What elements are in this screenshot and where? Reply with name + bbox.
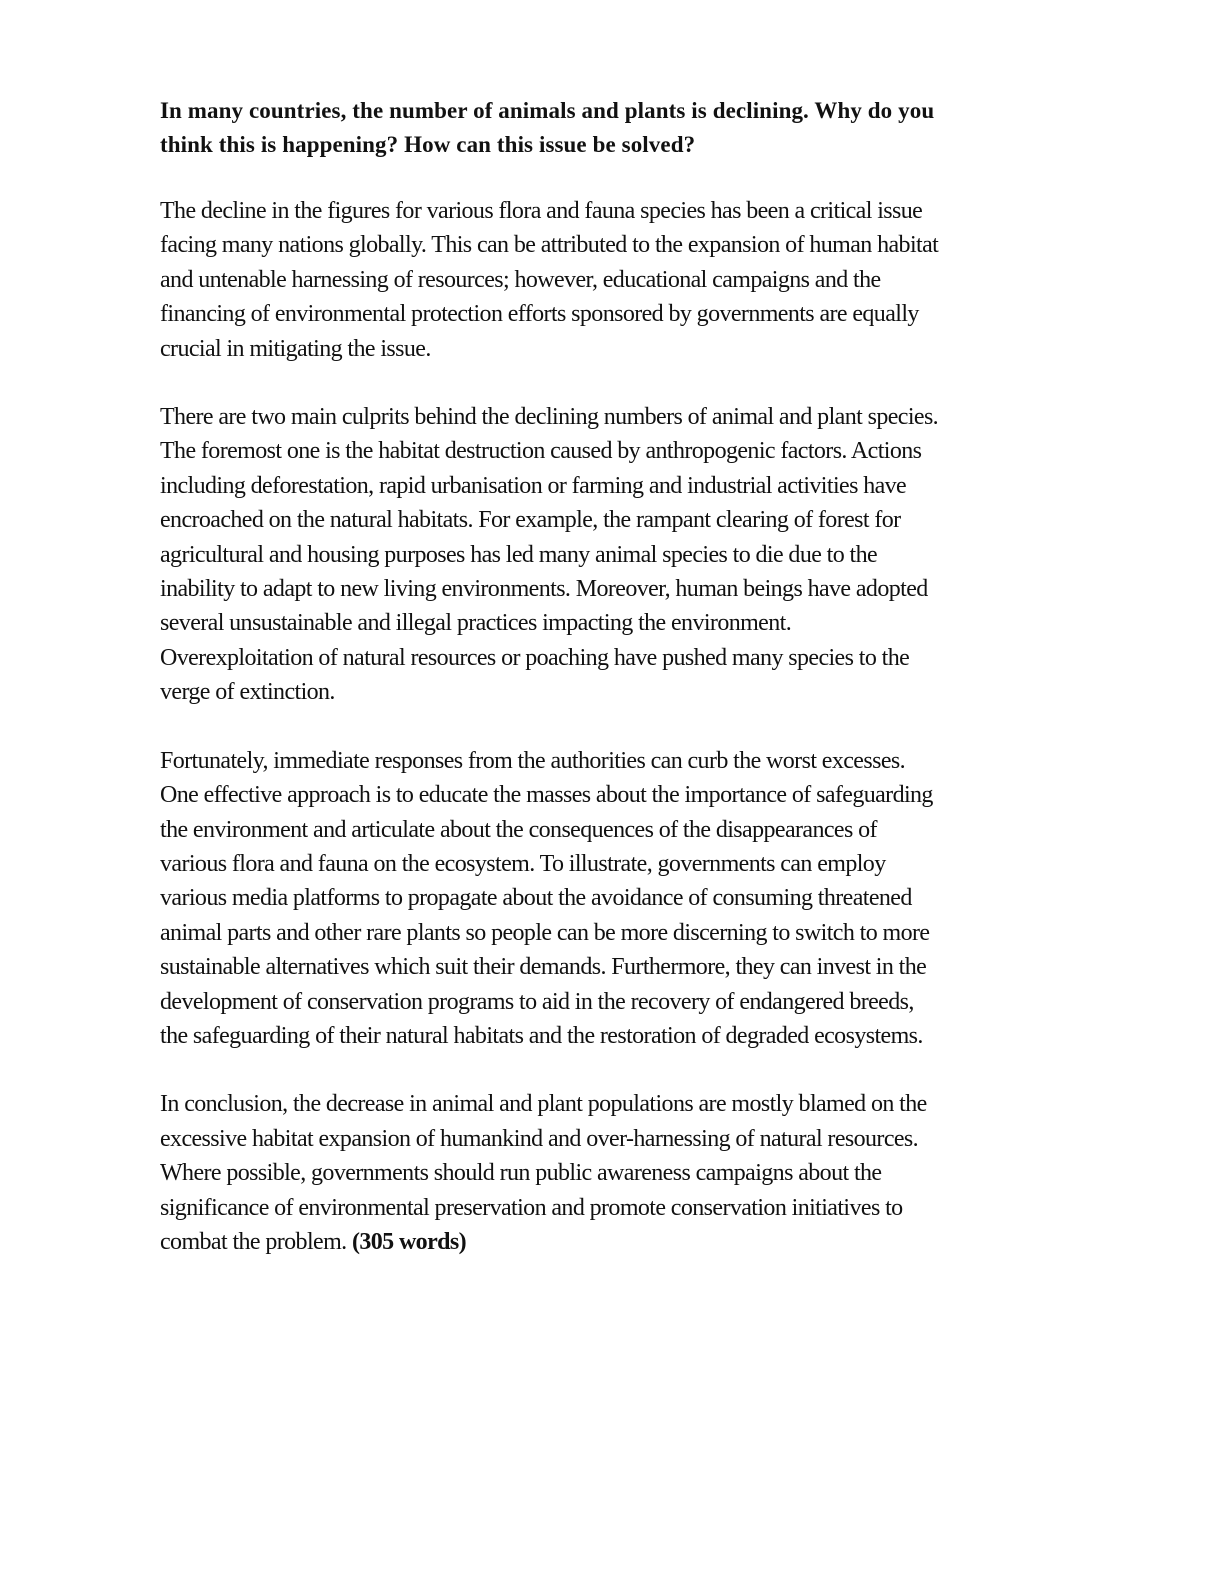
word-count: (305 words): [351, 1228, 467, 1255]
text-line: encroached on the natural habitats. For example, the rampant clearing of forest for: [160, 507, 901, 534]
text-line: the environment and articulate about the consequences of the disappearances of: [160, 816, 877, 843]
text-line: excessive habitat expansion of humankind and over-harnessing of natural resources.: [160, 1125, 919, 1152]
text-line: One effective approach is to educate the masses about the importance of safeguarding: [160, 782, 933, 809]
text-line: verge of extinction.: [160, 679, 335, 706]
text-line: In conclusion, the decrease in animal and plant populations are mostly blamed on the: [160, 1091, 927, 1118]
text-line: the safeguarding of their natural habitats and the restoration of degraded ecosystems.: [160, 1022, 923, 1049]
paragraph-introduction: [160, 194, 1065, 366]
text-line: crucial in mitigating the issue.: [160, 335, 431, 362]
text-line-content: combat the problem.: [160, 1228, 352, 1255]
essay-prompt-title: [160, 94, 1065, 162]
text-line: several unsustainable and illegal practices impacting the environment.: [160, 610, 792, 637]
text-line: inability to adapt to new living environments. Moreover, human beings have adopted: [160, 576, 928, 603]
essay-page: [160, 94, 1065, 1293]
text-line: various media platforms to propagate about the avoidance of consuming threatened: [160, 885, 912, 912]
paragraph-solutions: [160, 744, 1065, 1054]
text-line: development of conservation programs to aid in the recovery of endangered breeds,: [160, 988, 914, 1015]
text-line: including deforestation, rapid urbanisation or farming and industrial activities have: [160, 472, 907, 499]
text-line-final: [160, 1225, 1065, 1259]
text-line: The decline in the figures for various flora and fauna species has been a critical issue: [160, 198, 923, 224]
text-line: The foremost one is the habitat destruction caused by anthropogenic factors. Actions: [160, 438, 922, 465]
paragraph-conclusion: [160, 1087, 1065, 1259]
title-line: think this is happening? How can this issue be solved?: [160, 132, 696, 157]
text-line: and untenable harnessing of resources; however, educational campaigns and the: [160, 266, 881, 293]
text-line: Overexploitation of natural resources or poaching have pushed many species to the: [160, 644, 910, 671]
text-line: Where possible, governments should run public awareness campaigns about the: [160, 1160, 882, 1187]
text-line: There are two main culprits behind the declining numbers of animal and plant species.: [160, 404, 939, 431]
title-line: In many countries, the number of animals and plants is declining. Why do you: [160, 98, 935, 123]
text-line: Fortunately, immediate responses from the authorities can curb the worst excesses.: [160, 747, 906, 774]
text-line: various flora and fauna on the ecosystem. To illustrate, governments can employ: [160, 850, 886, 877]
text-line: facing many nations globally. This can be attributed to the expansion of human habitat: [160, 232, 939, 259]
text-line: financing of environmental protection efforts sponsored by governments are equally: [160, 301, 919, 328]
text-line: agricultural and housing purposes has led many animal species to die due to the: [160, 541, 878, 568]
text-line: sustainable alternatives which suit their demands. Furthermore, they can invest in the: [160, 954, 927, 981]
text-line: significance of environmental preservation and promote conservation initiatives to: [160, 1194, 903, 1221]
paragraph-causes: [160, 400, 1065, 710]
text-line: animal parts and other rare plants so people can be more discerning to switch to more: [160, 919, 930, 946]
